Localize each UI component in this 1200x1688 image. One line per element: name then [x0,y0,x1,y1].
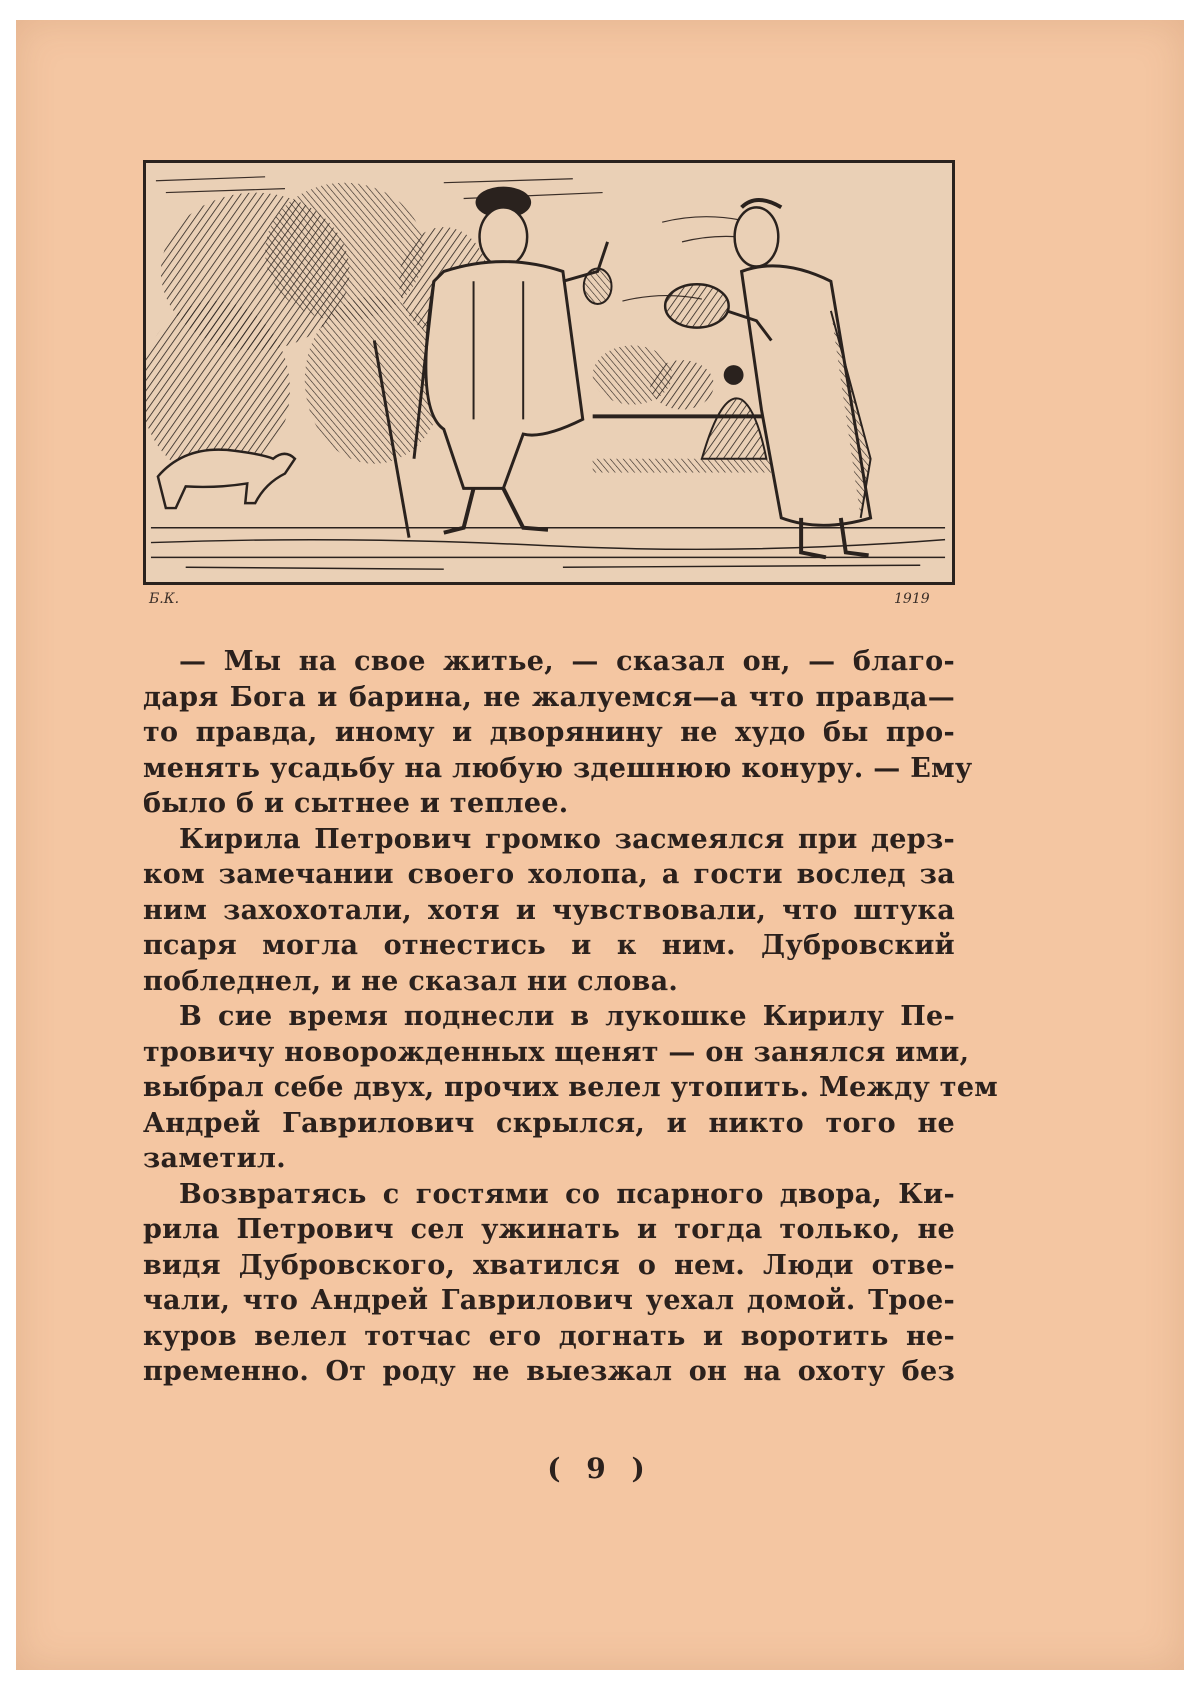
body-text [143,644,999,1390]
text-line: даря Бога и барина, не жалуемся—а что правда— [143,681,955,713]
dog-figure [158,450,295,508]
woodcut-drawing [146,163,952,582]
text-line: ним захохотали, хотя и чувствовали, что штука [143,894,955,926]
text-line: Возвратясь с гостями со псарного двора, Ки- [179,1178,955,1210]
text-line: пременно. От роду не выезжал он на охоту без [143,1356,955,1387]
text-line: ком замечании своего холопа, а гости вослед за [143,859,955,890]
illustration-year: 1919 [894,591,930,607]
text-line: куров велел тотчас его догнать и воротить не- [143,1320,955,1352]
text-line: заметил. [143,1143,286,1174]
text-line: менять усадьбу на любую здешнюю конуру. — Ему [143,752,973,784]
text-line: было б и сытнее и теплее. [143,788,569,819]
text-line: — Мы на свое житье, — сказал он, — благо- [179,646,955,677]
illustrator-monogram: Б.К. [149,591,180,607]
text-line: рила Петрович сел ужинать и тогда только, не [143,1214,955,1245]
woodcut-illustration [143,160,955,585]
text-line: В сие время поднесли в лукошке Кирилу Пе- [179,1001,955,1032]
text-line: побледнел, и не сказал ни слова. [143,965,679,997]
text-line: псаря могла отнестись и к ним. Дубровский [143,930,955,961]
text-line: видя Дубровского, хватился о нем. Люди отве- [143,1249,955,1281]
text-line: выбрал себе двух, прочих велел утопить. Между тем [143,1072,999,1103]
text-line: Андрей Гаврилович скрылся, и никто того не [143,1107,955,1139]
ground-strokes [151,528,945,569]
page-number: ( 9 ) [547,1452,653,1485]
text-line: тровичу новорожденных щенят — он занялся ими, [143,1036,970,1068]
book-page [16,20,1184,1670]
text-line: то правда, иному и дворянину не худо бы про- [143,717,955,748]
text-line: Кирила Петрович громко засмеялся при дерз- [179,823,955,855]
text-line: чали, что Андрей Гаврилович уехал домой. Трое- [143,1285,955,1316]
